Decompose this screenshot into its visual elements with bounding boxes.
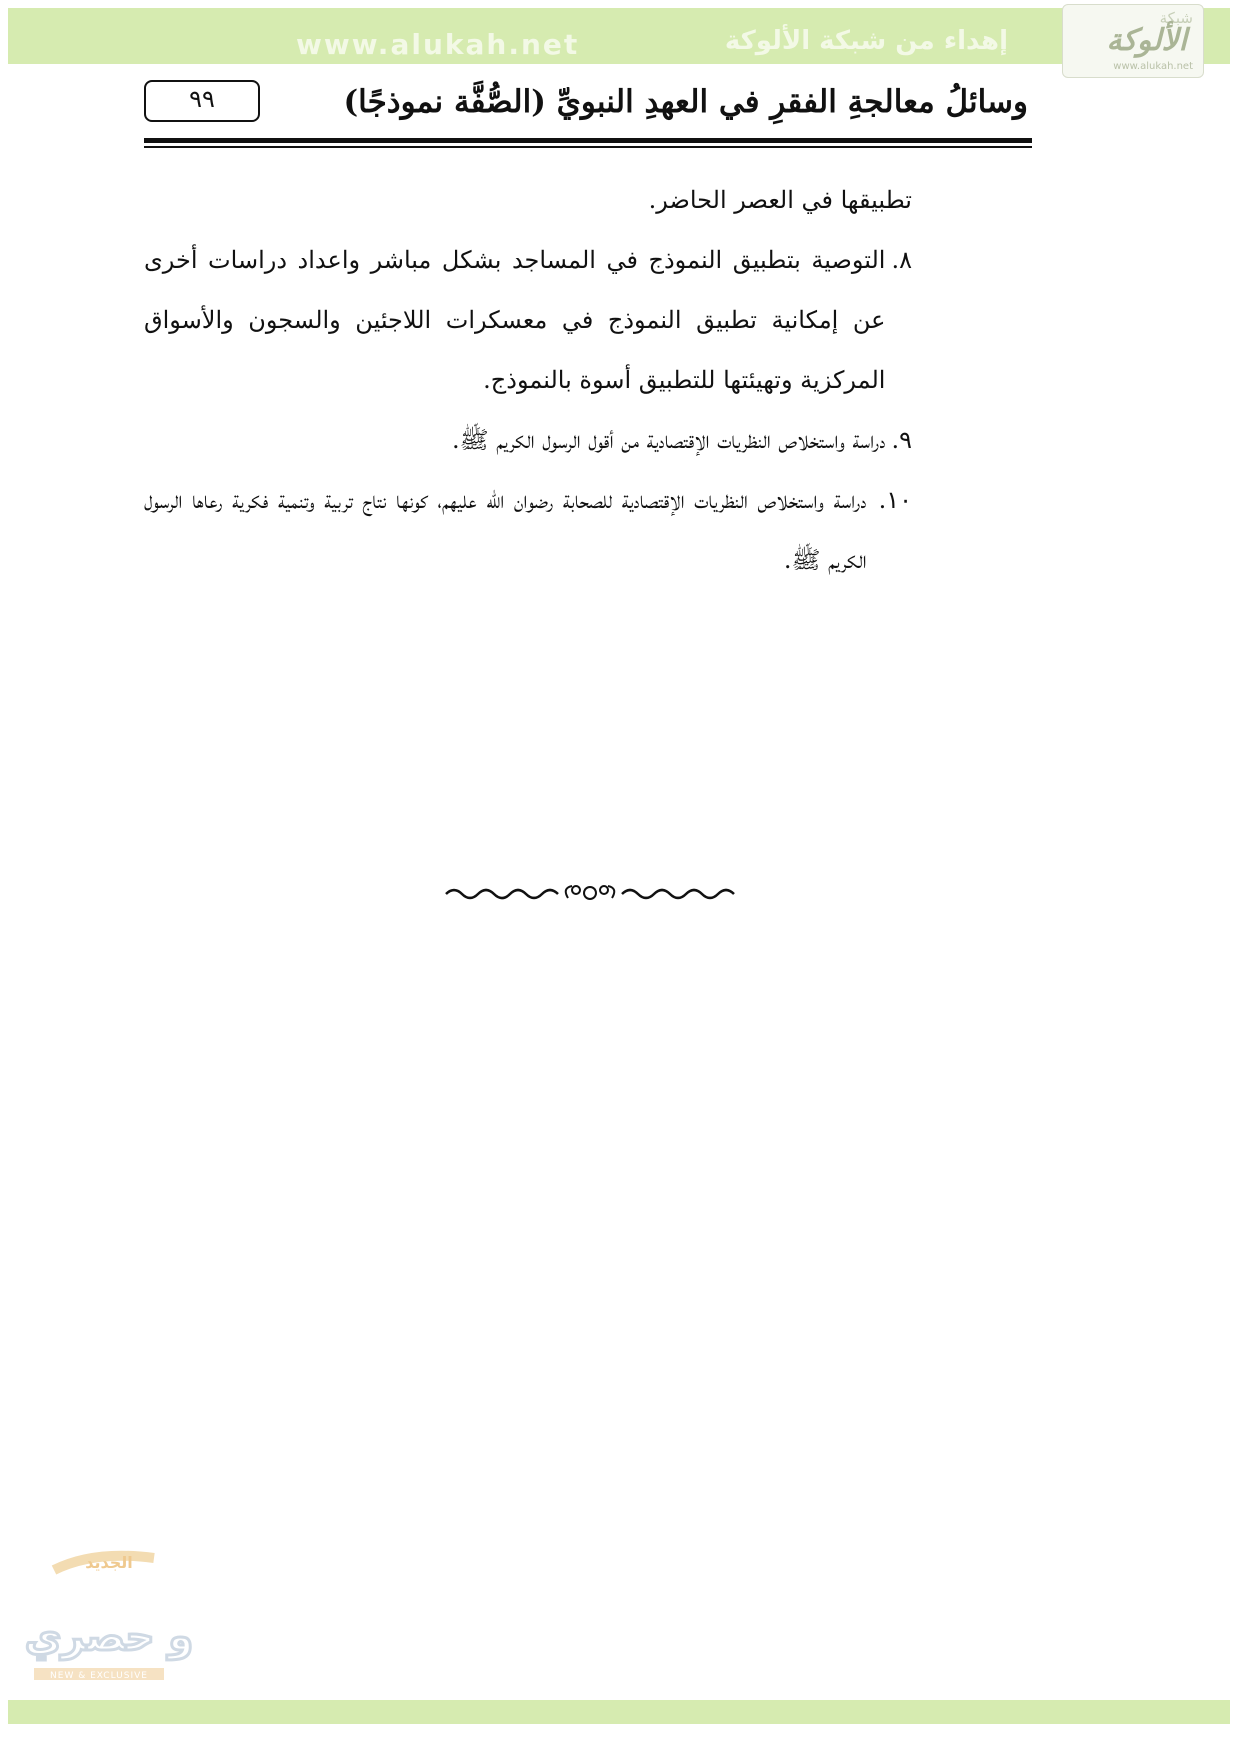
body-text (144, 170, 912, 590)
list-item-10 (144, 470, 912, 590)
list-text: دراسة واستخلاص النظريات الإقتصادية للصحابة رضوان الله عليهم، كونها نتاج تربية وتنمية فكرية رعاها الرسول الكريم ﷺ. (144, 486, 867, 574)
logo-main-text: الألوكة (1106, 23, 1187, 58)
alukah-logo (1062, 4, 1204, 78)
list-text: دراسة واستخلاص النظريات الإقتصادية من أقول الرسول الكريم ﷺ. (452, 426, 886, 454)
bottom-bar (8, 1700, 1230, 1724)
list-number: ١٠. (878, 486, 912, 514)
badge-arabic-bottom: و حصري (24, 1614, 194, 1660)
page-number: ٩٩ (144, 80, 260, 122)
running-title: وسائلُ معالجةِ الفقرِ في العهدِ النبويِّ (الصُّفَّة نموذجًا) (343, 84, 1028, 120)
section-end-ornament-icon (444, 880, 736, 906)
new-exclusive-badge (24, 1540, 194, 1690)
banner-url: www.alukah.net (296, 28, 580, 61)
header-rule-thick (144, 138, 1032, 143)
badge-arabic-top: الجديد (85, 1553, 133, 1572)
list-item-8 (144, 230, 912, 410)
list-number: ٩. (891, 426, 912, 454)
list-item-9 (144, 410, 912, 470)
list-number: ٨. (891, 246, 912, 274)
banner-dedication: إهداء من شبكة الألوكة (724, 26, 1008, 56)
continuation-paragraph: تطبيقها في العصر الحاضر. (648, 186, 912, 214)
list-text: التوصية بتطبيق النموذج في المساجد بشكل مباشر واعداد دراسات أخرى عن إمكانية تطبيق النموذج في معسكرات اللاجئين والسجون والأسواق المركزية وتهيئتها للتطبيق أسوة بالنموذج. (144, 246, 886, 394)
logo-url-text: www.alukah.net (1113, 61, 1193, 72)
logo-top-text: شبكة (1159, 9, 1193, 27)
top-banner (8, 8, 1230, 64)
header-rule-thin (144, 146, 1032, 148)
badge-english: NEW & EXCLUSIVE (50, 1671, 148, 1681)
